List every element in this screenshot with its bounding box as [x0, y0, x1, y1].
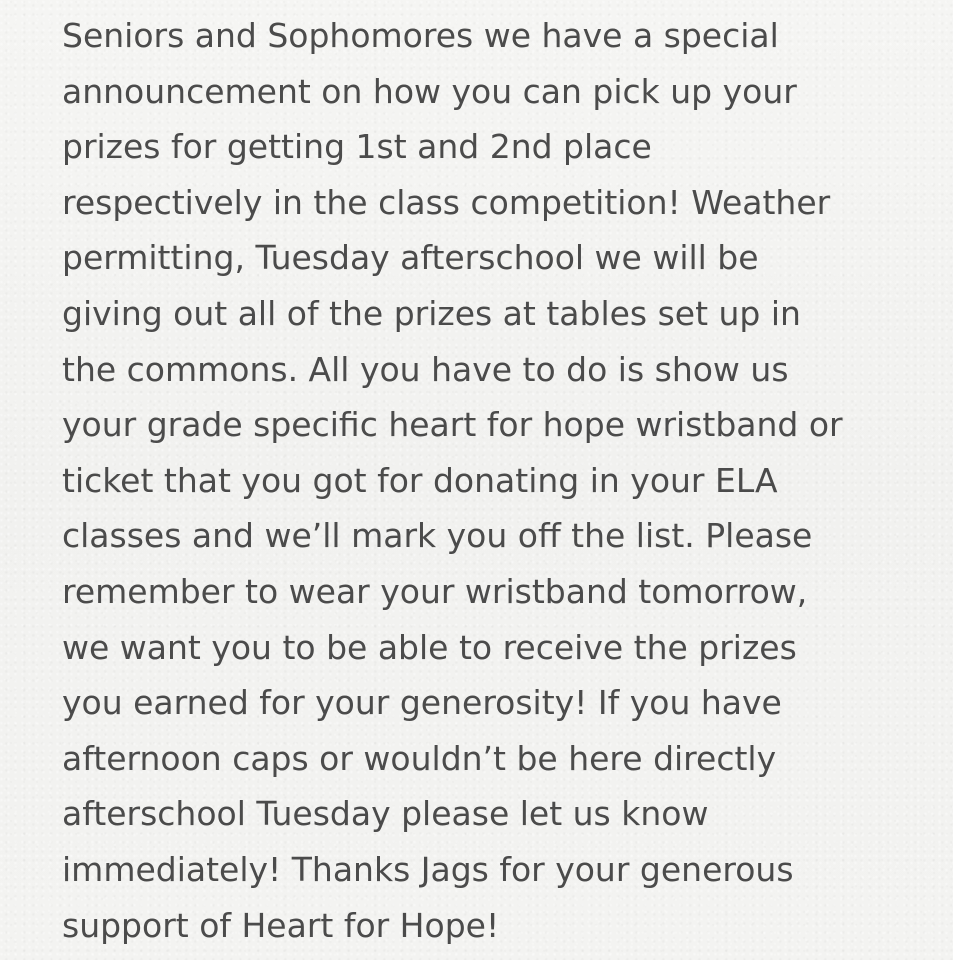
note-line: announcement on how you can pick up your [62, 71, 797, 111]
note-line: immediately! Thanks Jags for your generous [62, 849, 794, 889]
note-line: the commons. All you have to do is show us [62, 349, 789, 389]
note-line: you earned for your generosity! If you have [62, 683, 782, 723]
announcement-note [62, 8, 942, 953]
note-line: afterschool Tuesday please let us know [62, 794, 709, 834]
note-line: afternoon caps or wouldn’t be here directly [62, 738, 777, 778]
note-line: giving out all of the prizes at tables set up in [62, 293, 801, 333]
note-line: remember to wear your wristband tomorrow, [62, 571, 808, 611]
note-line: your grade specific heart for hope wristband or [62, 405, 843, 445]
note-line: classes and we’ll mark you off the list. Please [62, 516, 813, 556]
note-line: permitting, Tuesday afterschool we will be [62, 238, 759, 278]
note-line: prizes for getting 1st and 2nd place [62, 127, 652, 167]
note-line: Seniors and Sophomores we have a special [62, 16, 779, 55]
note-line: we want you to be able to receive the prizes [62, 627, 797, 667]
note-line: support of Heart for Hope! [62, 905, 500, 945]
note-line: ticket that you got for donating in your ELA [62, 460, 778, 500]
note-line: respectively in the class competition! Weather [62, 182, 831, 222]
